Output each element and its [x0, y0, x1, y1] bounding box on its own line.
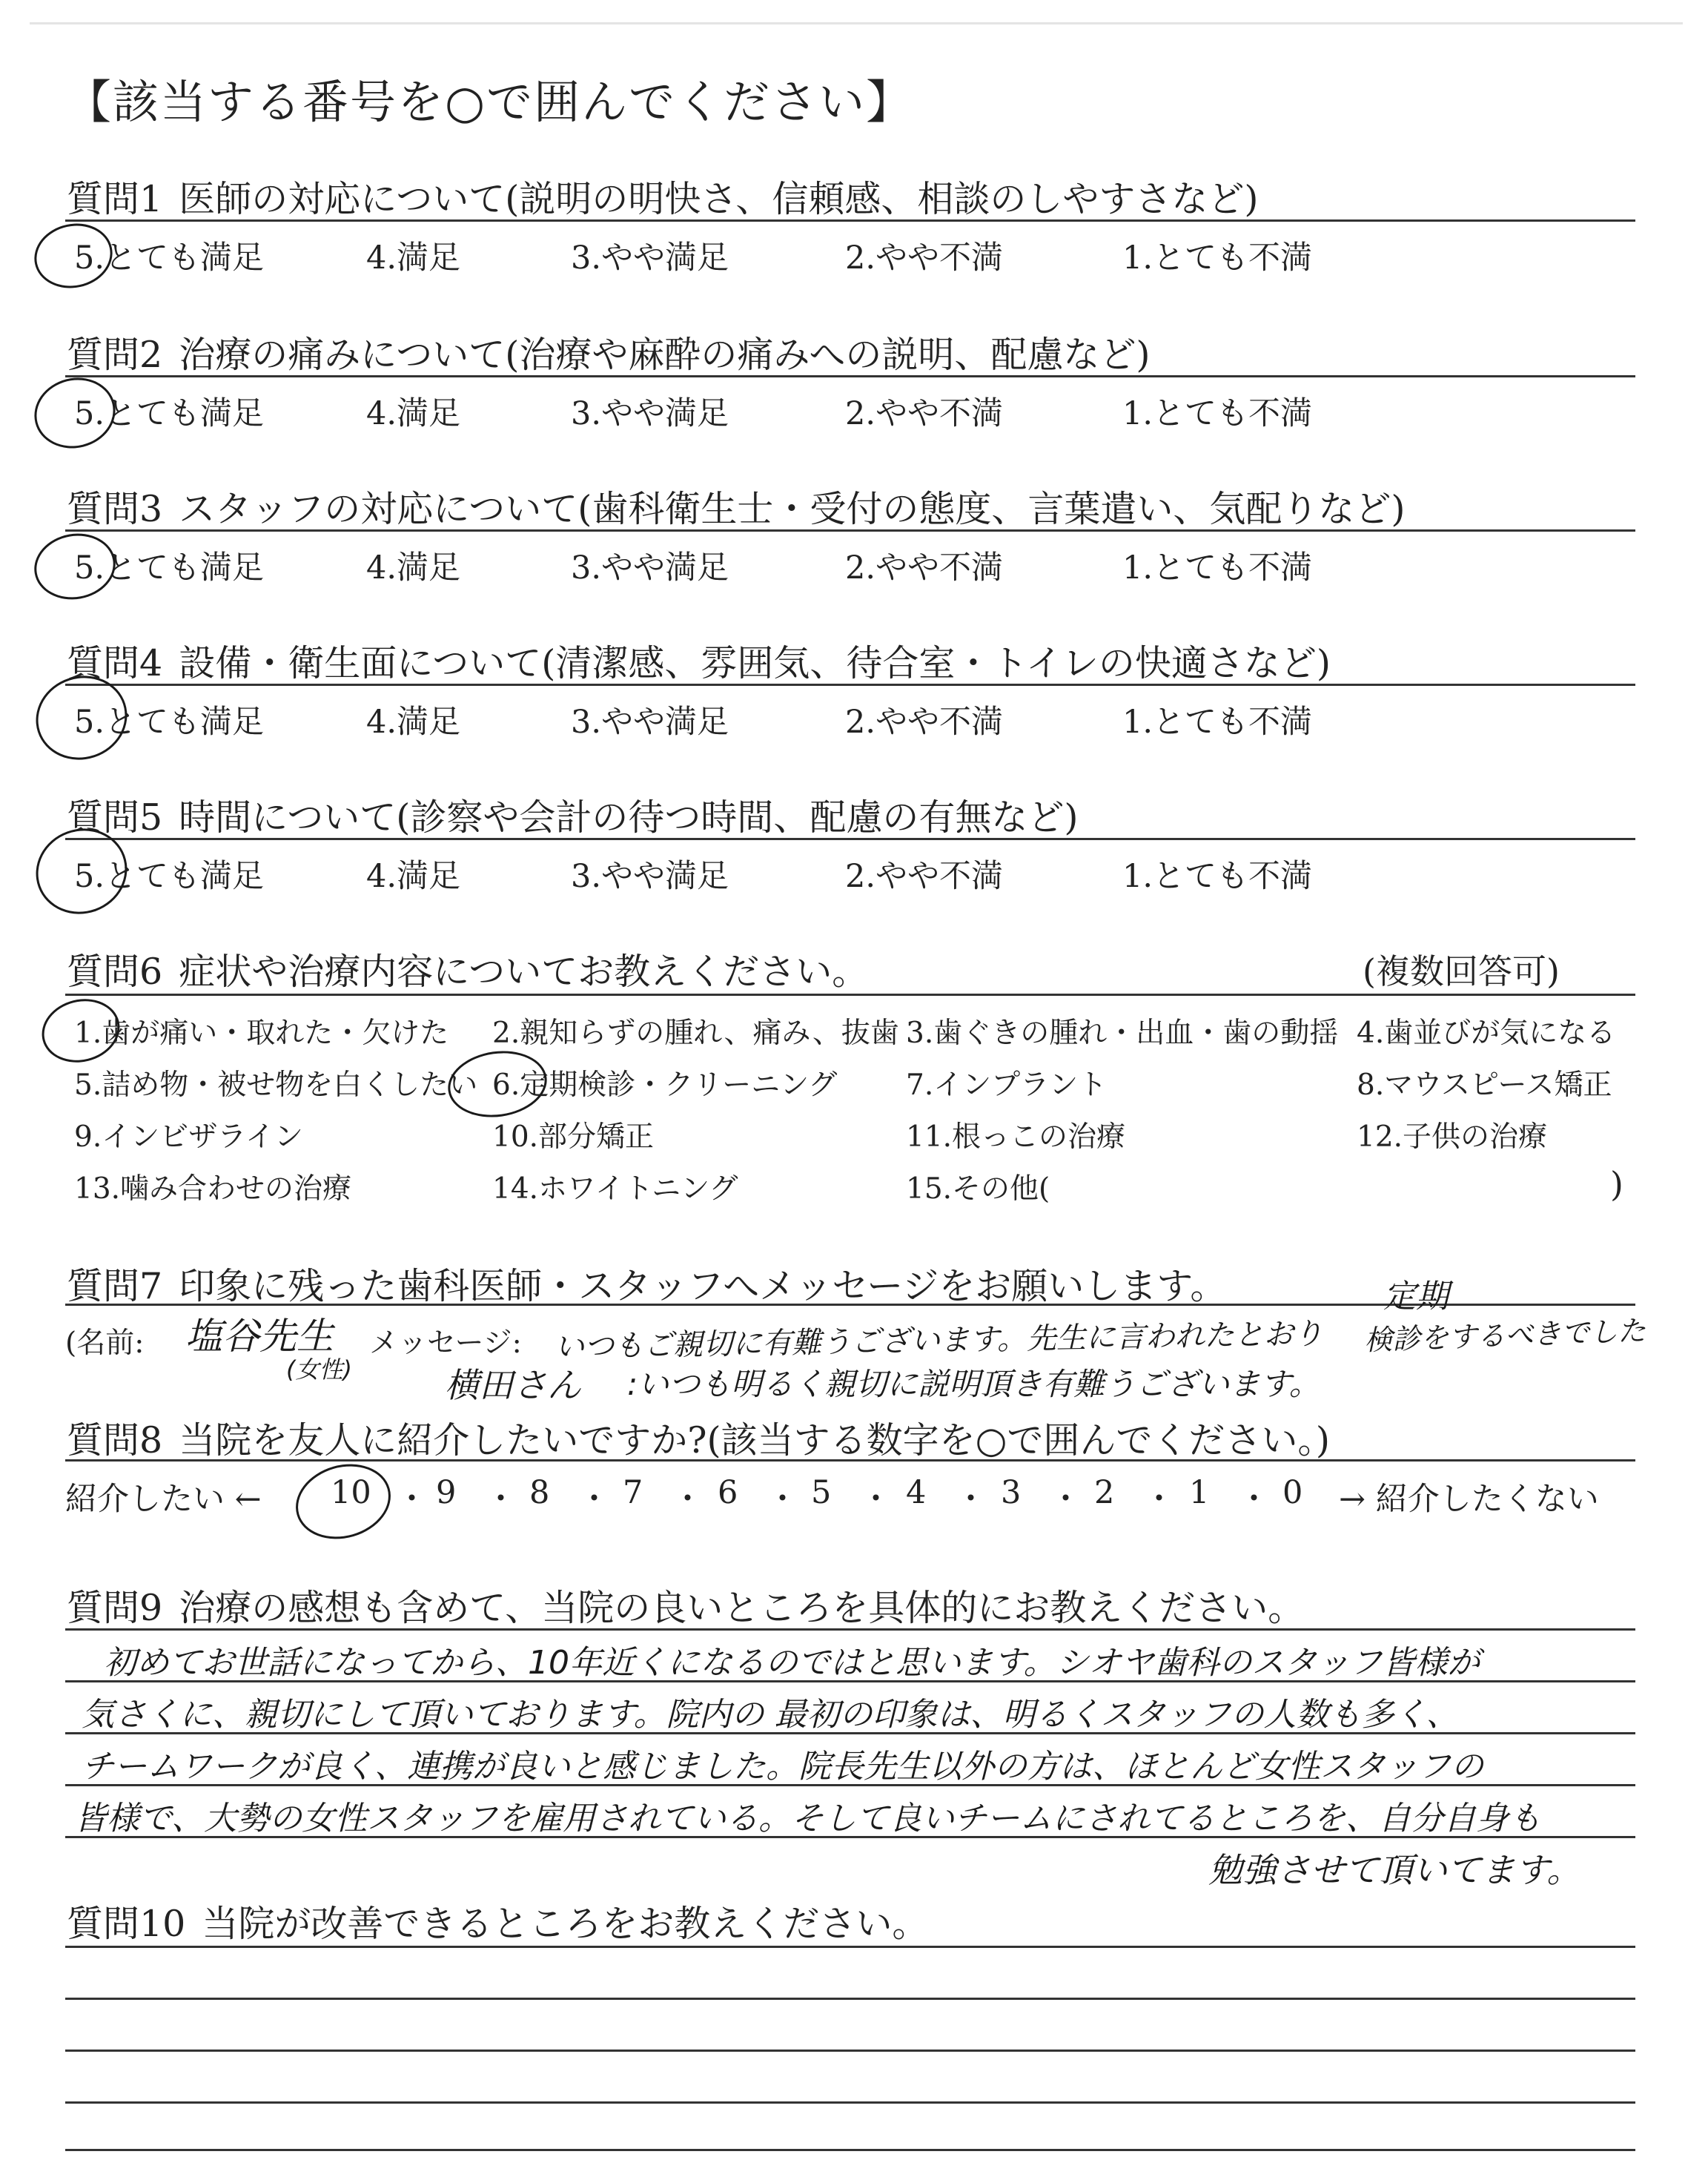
q7-handwritten-gender-note: (女性) — [286, 1355, 352, 1384]
q5-option-3[interactable]: 3.やや満足 — [571, 858, 729, 895]
q1-rule — [65, 219, 1635, 222]
q8-scale-6[interactable]: 6 — [718, 1474, 738, 1511]
q1-number: 質問1 — [67, 178, 163, 220]
q4-option-2[interactable]: 2.やや不満 — [845, 704, 1004, 741]
q8-scale-9[interactable]: 9 — [436, 1474, 457, 1511]
q6-option-5[interactable]: 5.詰め物・被せ物を白くしたい — [74, 1069, 478, 1102]
q1-option-3[interactable]: 3.やや満足 — [571, 240, 729, 277]
q6-other-close-paren: ) — [1610, 1164, 1623, 1204]
q6-option-7[interactable]: 7.インプラント — [906, 1069, 1108, 1102]
q3-text: スタッフの対応について(歯科衛生士・受付の態度、言葉遣い、気配りなど) — [179, 488, 1406, 530]
q2-option-3[interactable]: 3.やや満足 — [571, 395, 729, 432]
page-title: 【該当する番号を○で囲んでください】 — [65, 75, 914, 129]
q2-option-1[interactable]: 1.とても不満 — [1122, 395, 1313, 432]
q1-option-1[interactable]: 1.とても不満 — [1122, 240, 1313, 277]
q10-line-1 — [65, 1946, 1635, 1948]
q9-handwritten-line-1: 初めてお世話になってから、10年近くになるのではと思います。シオヤ歯科のスタッフ皆様が — [104, 1644, 1480, 1682]
q10-text: 当院が改善できるところをお教えください。 — [202, 1903, 929, 1945]
q6-option-13[interactable]: 13.噛み合わせの治療 — [74, 1172, 352, 1206]
q10-heading — [67, 1895, 928, 1947]
q4-option-1[interactable]: 1.とても不満 — [1122, 704, 1313, 741]
q10-line-4 — [65, 2101, 1635, 2104]
q6-option-9[interactable]: 9.インビザライン — [74, 1120, 304, 1154]
q8-heading — [67, 1412, 1330, 1464]
q2-heading — [67, 326, 1150, 378]
q4-option-5[interactable]: 5.とても満足 — [74, 704, 265, 741]
q8-scale-7[interactable]: 7 — [623, 1474, 643, 1511]
q1-text: 医師の対応について(説明の明快さ、信頼感、相談のしやすさなど) — [179, 178, 1259, 220]
q8-scale-dot: ・ — [1050, 1481, 1082, 1518]
q8-number: 質問8 — [67, 1419, 163, 1462]
q5-heading — [67, 789, 1078, 841]
q9-handwritten-line-3: チームワークが良く、連携が良いと感じました。院長先生以外の方は、ほとんど女性スタッフの — [82, 1748, 1484, 1786]
q9-number: 質問9 — [67, 1587, 163, 1629]
q3-rule — [65, 529, 1635, 532]
q6-option-2[interactable]: 2.親知らずの腫れ、痛み、抜歯 — [492, 1017, 899, 1050]
q7-name-label: (名前: — [65, 1327, 145, 1360]
q1-heading — [67, 171, 1258, 222]
q5-rule — [65, 838, 1635, 840]
q6-option-8[interactable]: 8.マウスピース矯正 — [1357, 1069, 1612, 1102]
q8-scale-0[interactable]: 0 — [1282, 1474, 1303, 1511]
q7-handwritten-teiki: 定期 — [1383, 1278, 1449, 1315]
q9-text: 治療の感想も含めて、当院の良いところを具体的にお教えください。 — [179, 1587, 1305, 1629]
q3-heading — [67, 480, 1405, 532]
q8-scale-4[interactable]: 4 — [906, 1474, 927, 1511]
q8-scale-8[interactable]: 8 — [529, 1474, 550, 1511]
q9-handwritten-line-4: 皆様で、大勢の女性スタッフを雇用されている。そして良いチームにされてるところを、自分自身も — [74, 1800, 1542, 1837]
q6-text: 症状や治療内容についてお教えください。 — [179, 951, 869, 993]
q9-handwritten-line-5: 勉強させて頂いてます。 — [1208, 1850, 1581, 1890]
q6-option-14[interactable]: 14.ホワイトニング — [492, 1172, 738, 1206]
q2-rule — [65, 375, 1635, 377]
q7-heading — [67, 1258, 1226, 1309]
q8-scale-dot: ・ — [955, 1481, 987, 1518]
q3-number: 質問3 — [67, 488, 163, 530]
q9-rule — [65, 1628, 1635, 1631]
q5-option-4[interactable]: 4.満足 — [366, 858, 461, 895]
q9-handwritten-line-2: 気さくに、親切にして頂いております。院内の 最初の印象は、明るくスタッフの人数も多く、 — [82, 1696, 1459, 1734]
q8-scale-10[interactable]: 10 — [331, 1474, 371, 1511]
q8-left-label: 紹介したい ← — [65, 1481, 262, 1518]
q8-scale-dot: ・ — [860, 1481, 892, 1518]
q7-handwritten-name-1: 塩谷先生 — [185, 1315, 334, 1358]
q6-option-6[interactable]: 6.定期検診・クリーニング — [492, 1069, 838, 1102]
q2-number: 質問2 — [67, 334, 163, 376]
q4-heading — [67, 635, 1331, 687]
q7-handwritten-name-2: 横田さん — [445, 1365, 581, 1405]
q7-number: 質問7 — [67, 1265, 163, 1307]
q5-number: 質問5 — [67, 796, 163, 839]
q8-scale-dot: ・ — [672, 1481, 704, 1518]
q8-right-label: → 紹介したくない — [1339, 1481, 1599, 1518]
q2-text: 治療の痛みについて(治療や麻酔の痛みへの説明、配慮など) — [179, 334, 1151, 376]
q10-line-5 — [65, 2149, 1635, 2151]
q3-option-1[interactable]: 1.とても不満 — [1122, 549, 1313, 587]
q7-handwritten-message-1-end: 検診をするべきでした — [1363, 1314, 1646, 1357]
q8-scale-dot: ・ — [578, 1481, 610, 1518]
q8-scale-dot: ・ — [396, 1481, 428, 1518]
q4-text: 設備・衛生面について(清潔感、雰囲気、待合室・トイレの快適さなど) — [179, 642, 1331, 684]
q8-scale-dot: ・ — [1238, 1481, 1270, 1518]
q3-option-3[interactable]: 3.やや満足 — [571, 549, 729, 587]
q4-number: 質問4 — [67, 642, 163, 684]
q2-option-4[interactable]: 4.満足 — [366, 395, 461, 432]
q8-text: 当院を友人に紹介したいですか?(該当する数字を○で囲んでください。) — [179, 1419, 1330, 1462]
q6-option-11[interactable]: 11.根っこの治療 — [906, 1120, 1126, 1154]
q1-option-5[interactable]: 5.とても満足 — [74, 240, 265, 277]
q4-option-4[interactable]: 4.満足 — [366, 704, 461, 741]
q6-option-12[interactable]: 12.子供の治療 — [1357, 1120, 1548, 1154]
q7-handwritten-message-2: :いつも明るく親切に説明頂き有難うございます。 — [627, 1366, 1320, 1402]
q6-option-4[interactable]: 4.歯並びが気になる — [1357, 1017, 1616, 1050]
q2-option-2[interactable]: 2.やや不満 — [845, 395, 1004, 432]
q6-option-1[interactable]: 1.歯が痛い・取れた・欠けた — [74, 1017, 449, 1050]
q5-option-5[interactable]: 5.とても満足 — [74, 858, 265, 895]
q3-option-4[interactable]: 4.満足 — [366, 549, 461, 587]
q10-line-2 — [65, 1998, 1635, 2000]
q8-scale-1[interactable]: 1 — [1189, 1474, 1210, 1511]
q8-scale-2[interactable]: 2 — [1094, 1474, 1115, 1511]
q6-option-15[interactable]: 15.その他( — [906, 1172, 1050, 1206]
q6-number: 質問6 — [67, 951, 163, 993]
q8-rule — [65, 1459, 1635, 1462]
q5-text: 時間について(診察や会計の待つ時間、配慮の有無など) — [179, 796, 1079, 839]
q3-option-5[interactable]: 5.とても満足 — [74, 549, 265, 587]
q4-rule — [65, 684, 1635, 686]
q2-option-5[interactable]: 5.とても満足 — [74, 395, 265, 432]
q6-option-3[interactable]: 3.歯ぐきの腫れ・出血・歯の動揺 — [906, 1017, 1339, 1050]
q6-multiple-answers-note: (複数回答可) — [1363, 951, 1560, 991]
q8-scale-dot: ・ — [767, 1481, 798, 1518]
q9-heading — [67, 1579, 1304, 1631]
q3-option-2[interactable]: 2.やや不満 — [845, 549, 1004, 587]
q10-number: 質問10 — [67, 1903, 186, 1945]
q7-message-label: メッセージ: — [369, 1327, 522, 1360]
q7-handwritten-message-1: いつもご親切に有難うございます。先生に言われたとおり — [554, 1316, 1324, 1365]
q6-rule — [65, 994, 1635, 996]
q5-option-2[interactable]: 2.やや不満 — [845, 858, 1004, 895]
q7-text: 印象に残った歯科医師・スタッフへメッセージをお願いします。 — [179, 1265, 1227, 1307]
q1-option-4[interactable]: 4.満足 — [366, 240, 461, 277]
q5-option-1[interactable]: 1.とても不満 — [1122, 858, 1313, 895]
q8-scale-5[interactable]: 5 — [811, 1474, 832, 1511]
q8-scale-3[interactable]: 3 — [1001, 1474, 1022, 1511]
q6-option-10[interactable]: 10.部分矯正 — [492, 1120, 655, 1154]
q1-option-2[interactable]: 2.やや不満 — [845, 240, 1004, 277]
q8-scale-dot: ・ — [485, 1481, 517, 1518]
q4-option-3[interactable]: 3.やや満足 — [571, 704, 729, 741]
q6-heading — [67, 943, 868, 995]
top-divider — [30, 22, 1683, 24]
q8-scale-dot: ・ — [1143, 1481, 1175, 1518]
q10-line-3 — [65, 2050, 1635, 2052]
